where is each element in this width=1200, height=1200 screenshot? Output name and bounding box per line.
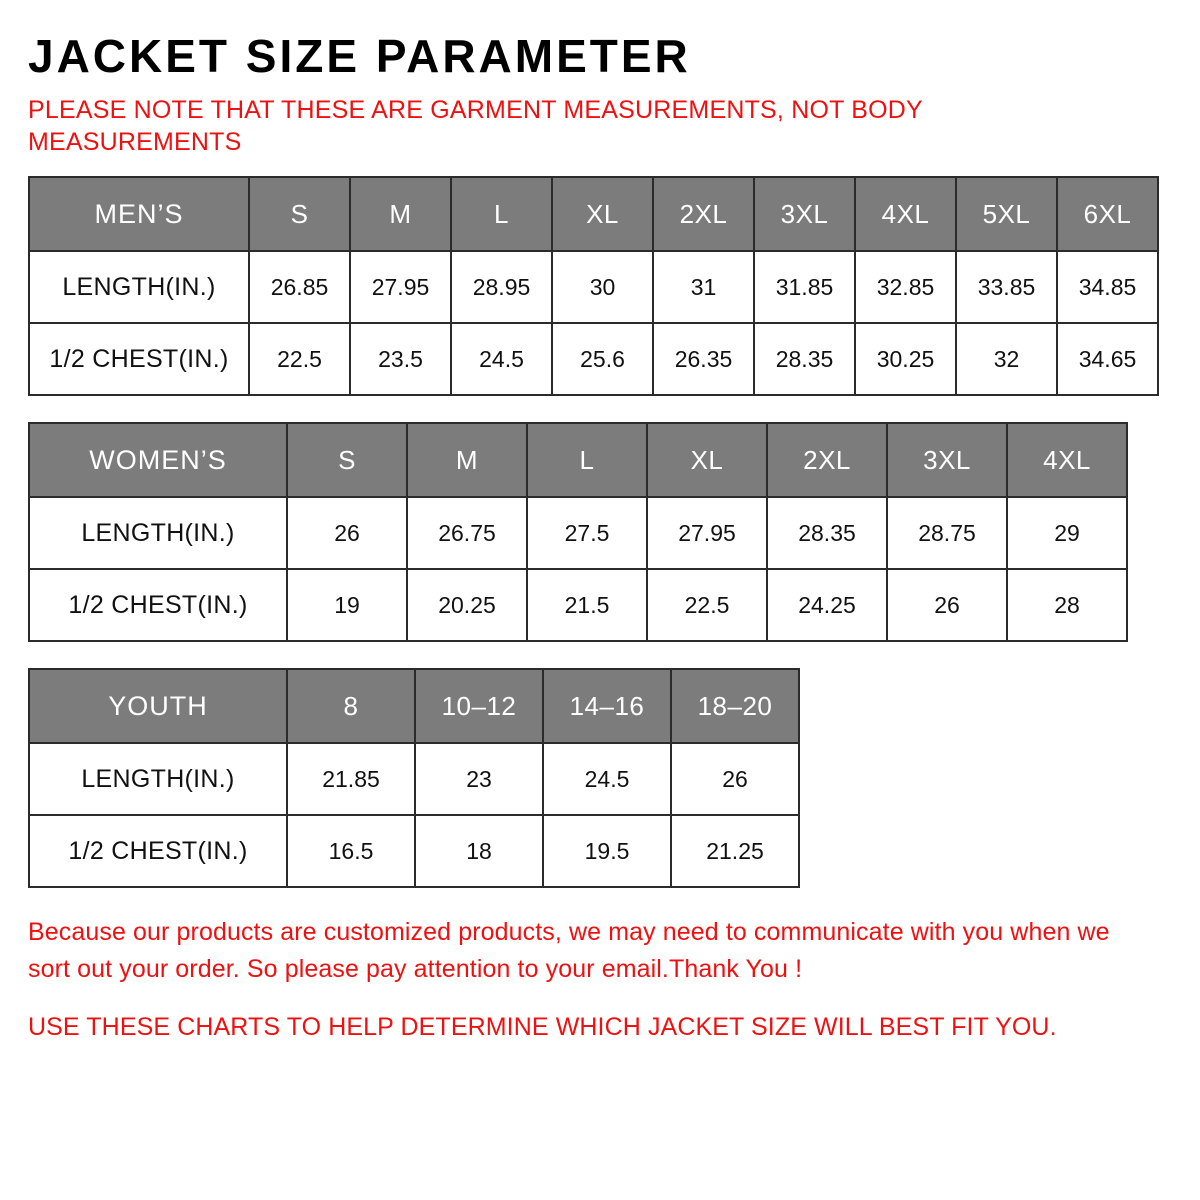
youth-header-label: YOUTH	[29, 669, 287, 743]
table-cell: 30.25	[855, 323, 956, 395]
table-cell: 20.25	[407, 569, 527, 641]
mens-size-header: 2XL	[653, 177, 754, 251]
table-cell: 23	[415, 743, 543, 815]
table-cell: 24.5	[451, 323, 552, 395]
table-cell: 31	[653, 251, 754, 323]
table-cell: 16.5	[287, 815, 415, 887]
youth-size-header: 8	[287, 669, 415, 743]
row-label: 1/2 CHEST(IN.)	[29, 815, 287, 887]
mens-size-header: S	[249, 177, 350, 251]
page-title: JACKET SIZE PARAMETER	[28, 30, 691, 82]
table-cell: 18	[415, 815, 543, 887]
table-cell: 24.5	[543, 743, 671, 815]
table-cell: 28.35	[767, 497, 887, 569]
table-cell: 28.35	[754, 323, 855, 395]
youth-size-table	[28, 668, 800, 888]
table-cell: 23.5	[350, 323, 451, 395]
row-label: LENGTH(IN.)	[29, 743, 287, 815]
mens-size-header: L	[451, 177, 552, 251]
table-cell: 28.95	[451, 251, 552, 323]
table-cell: 21.25	[671, 815, 799, 887]
table-cell: 27.5	[527, 497, 647, 569]
table-cell: 27.95	[647, 497, 767, 569]
table-row	[29, 497, 1127, 569]
table-cell: 29	[1007, 497, 1127, 569]
table-cell: 27.95	[350, 251, 451, 323]
table-cell: 34.85	[1057, 251, 1158, 323]
table-cell: 19.5	[543, 815, 671, 887]
table-cell: 33.85	[956, 251, 1057, 323]
table-header-row	[29, 177, 1158, 251]
table-cell: 32	[956, 323, 1057, 395]
table-cell: 28	[1007, 569, 1127, 641]
table-cell: 26	[887, 569, 1007, 641]
footer-note-usage: USE THESE CHARTS TO HELP DETERMINE WHICH JACKET SIZE WILL BEST FIT YOU.	[28, 1012, 1057, 1041]
table-cell: 26.35	[653, 323, 754, 395]
table-cell: 26	[671, 743, 799, 815]
table-cell: 26	[287, 497, 407, 569]
mens-size-header: 4XL	[855, 177, 956, 251]
youth-size-header: 18–20	[671, 669, 799, 743]
table-cell: 21.85	[287, 743, 415, 815]
table-cell: 25.6	[552, 323, 653, 395]
mens-size-header: M	[350, 177, 451, 251]
womens-size-header: XL	[647, 423, 767, 497]
womens-size-header: S	[287, 423, 407, 497]
footer-note-customization: Because our products are customized products, we may need to communicate with you when we sort out your order. So please pay attention to your email.Thank You !	[28, 918, 1110, 983]
table-cell: 19	[287, 569, 407, 641]
table-row	[29, 569, 1127, 641]
mens-size-header: XL	[552, 177, 653, 251]
row-label: LENGTH(IN.)	[29, 251, 249, 323]
mens-size-header: 6XL	[1057, 177, 1158, 251]
mens-size-header: 3XL	[754, 177, 855, 251]
womens-size-header: 2XL	[767, 423, 887, 497]
table-cell: 26.85	[249, 251, 350, 323]
table-row	[29, 743, 799, 815]
womens-size-header: 4XL	[1007, 423, 1127, 497]
row-label: 1/2 CHEST(IN.)	[29, 323, 249, 395]
table-cell: 28.75	[887, 497, 1007, 569]
table-row	[29, 251, 1158, 323]
table-cell: 24.25	[767, 569, 887, 641]
table-cell: 34.65	[1057, 323, 1158, 395]
womens-size-header: M	[407, 423, 527, 497]
table-cell: 31.85	[754, 251, 855, 323]
top-note: PLEASE NOTE THAT THESE ARE GARMENT MEASUREMENTS, NOT BODY MEASUREMENTS	[28, 96, 923, 157]
table-header-row	[29, 669, 799, 743]
womens-size-header: 3XL	[887, 423, 1007, 497]
table-cell: 30	[552, 251, 653, 323]
row-label: LENGTH(IN.)	[29, 497, 287, 569]
youth-size-header: 10–12	[415, 669, 543, 743]
row-label: 1/2 CHEST(IN.)	[29, 569, 287, 641]
table-cell: 21.5	[527, 569, 647, 641]
table-cell: 22.5	[647, 569, 767, 641]
womens-size-header: L	[527, 423, 647, 497]
table-cell: 22.5	[249, 323, 350, 395]
womens-header-label: WOMEN’S	[29, 423, 287, 497]
table-cell: 26.75	[407, 497, 527, 569]
table-row	[29, 815, 799, 887]
table-header-row	[29, 423, 1127, 497]
youth-size-header: 14–16	[543, 669, 671, 743]
womens-size-table	[28, 422, 1128, 642]
mens-size-header: 5XL	[956, 177, 1057, 251]
mens-header-label: MEN’S	[29, 177, 249, 251]
table-row	[29, 323, 1158, 395]
mens-size-table	[28, 176, 1159, 396]
table-cell: 32.85	[855, 251, 956, 323]
